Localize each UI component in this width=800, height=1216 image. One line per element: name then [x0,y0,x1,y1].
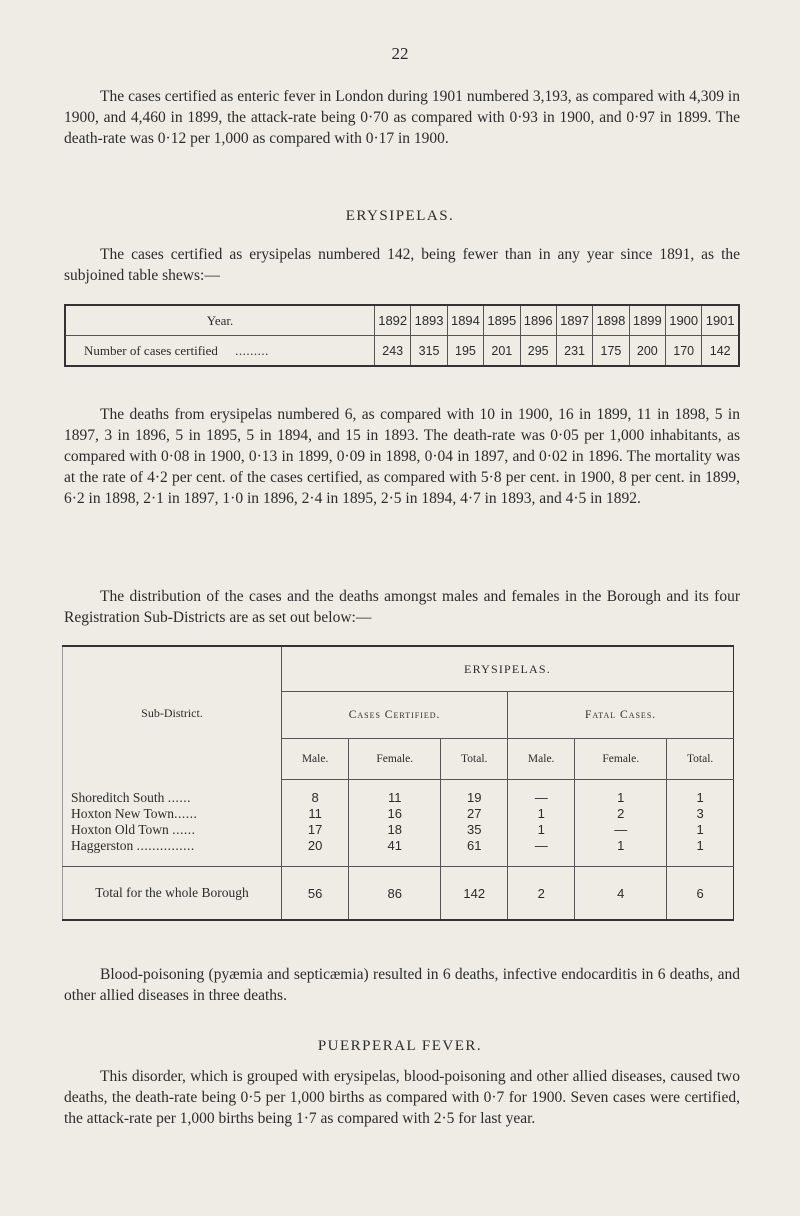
puerperal-paragraph: This disorder, which is grouped with erysipelas, blood-poisoning and other allied diseases, caused two deaths, the death-rate being 0·5 per 1,000 births as compared with 0·7 for 1900. Seven cases were certified, the attack-rate per 1,000 births being 1·7 as compared with 2·5 for last year. [64,1068,740,1127]
total-cell: 2 [508,867,575,921]
distribution-paragraph: The distribution of the cases and the deaths amongst males and females in the Borough and its four Registration Sub-Districts are as set out below:— [64,588,740,626]
table-cell: 2 [617,806,625,821]
column-header: Female. [349,739,441,780]
table-cell: 11 [387,790,402,805]
district-name: Haggerston ............... [71,837,195,853]
cases-row-label [65,336,375,367]
year-row [65,305,739,336]
cases-female-column [349,780,441,867]
table-cell: 1 [537,806,545,821]
year-cell: 1893 [411,305,447,336]
cases-cell: 195 [447,336,483,367]
erysipelas-table-header: ERYSIPELAS. [282,646,734,692]
page-number: 22 [391,44,409,63]
table-cell: 1 [537,822,545,837]
erysipelas-heading: ERYSIPELAS. [345,208,455,224]
table-cell: 11 [308,806,322,821]
total-cell: 4 [575,867,667,921]
cases-total-column [441,780,508,867]
year-cell: 1892 [375,305,411,336]
year-cell: 1898 [593,305,629,336]
total-cell: 6 [667,867,734,921]
year-cell: 1899 [629,305,665,336]
table-cell: 18 [387,822,402,837]
district-name: Hoxton New Town...... [71,805,198,821]
total-label: Total for the whole Borough [63,867,282,921]
table-cell: 8 [311,790,319,805]
table-cell: 20 [307,838,323,853]
column-header: Male. [282,739,349,780]
table-cell: 16 [387,806,402,821]
sub-district-header: Sub-District. [63,646,282,780]
table-cell: 1 [696,822,704,837]
column-header: Total. [667,739,734,780]
fatal-total-column [667,780,734,867]
cases-cell: 170 [666,336,702,367]
table-cell: 3 [696,806,704,821]
total-cell: 56 [282,867,349,921]
total-cell: 86 [349,867,441,921]
total-cell: 142 [441,867,508,921]
cases-row-label-text: Number of cases certified [84,342,218,358]
district-table [62,645,734,921]
year-row-label: Year. [65,305,375,336]
district-name: Shoreditch South ...... [71,789,191,805]
fatal-male-column [508,780,575,867]
district-header-row-1 [63,646,734,692]
district-names-cell [63,780,282,867]
table-cell: 41 [387,838,402,853]
year-cell: 1900 [666,305,702,336]
enteric-paragraph: The cases certified as enteric fever in London during 1901 numbered 3,193, as compared with 4,309 in 1900, and 4,460 in 1899, the attack-rate being 0·70 as compared with 0·93 in 1900, and 0·97 in 1899. The death-rate was 0·12 per 1,000 as compared with 0·17 in 1900. [64,88,740,147]
table-cell: — [614,822,628,837]
cases-cell: 200 [629,336,665,367]
erysipelas-intro-paragraph: The cases certified as erysipelas numbered 142, being fewer than in any year since 1891, as the subjoined table shews:— [64,246,740,284]
table-cell: 1 [696,790,704,805]
fatal-cases-header: Fatal Cases. [508,692,734,739]
cases-male-column [282,780,349,867]
table-cell: 1 [696,838,704,853]
column-header: Female. [575,739,667,780]
district-body-row [63,780,734,867]
cases-cell: 142 [702,336,739,367]
fatal-female-column [575,780,667,867]
cases-cell: 243 [375,336,411,367]
column-header: Male. [508,739,575,780]
cases-cell: 175 [593,336,629,367]
year-cell: 1896 [520,305,556,336]
table-cell: — [534,790,548,805]
table-cell: 19 [466,790,482,805]
table-cell: 1 [617,838,625,853]
district-name: Hoxton Old Town ...... [71,821,196,837]
table-cell: 35 [466,822,482,837]
leader-dots: ......... [235,342,269,358]
district-total-row [63,867,734,921]
table-cell: 1 [617,790,625,805]
cases-cell: 295 [520,336,556,367]
cases-cell: 315 [411,336,447,367]
puerperal-heading: PUERPERAL FEVER. [317,1038,483,1054]
table-cell: 61 [466,838,482,853]
erysipelas-deaths-paragraph: The deaths from erysipelas numbered 6, as compared with 10 in 1900, 16 in 1899, 11 in 1898, 5 in 1897, 3 in 1896, 5 in 1895, 5 in 1894, and 15 in 1893. The death-rate was 0·05 per 1,000 inhabitants, as compared with 0·08 in 1900, 0·13 in 1899, 0·09 in 1898, 0·04 in 1897, and 0·02 in 1896. The mortality was at the rate of 4·2 per cent. of the cases certified, as compared with 5·8 per cent. in 1900, 8 per cent. in 1899, 6·2 in 1898, 2·1 in 1897, 1·0 in 1896, 2·4 in 1895, 2·5 in 1894, 4·7 in 1893, and 4·5 in 1892. [64,406,740,507]
year-cell: 1897 [556,305,592,336]
erysipelas-year-table [64,304,740,367]
table-cell: 17 [307,822,323,837]
cases-certified-header: Cases Certified. [282,692,508,739]
cases-cell: 231 [556,336,592,367]
year-cell: 1895 [484,305,520,336]
column-header: Total. [441,739,508,780]
blood-poisoning-paragraph: Blood-poisoning (pyæmia and septicæmia) resulted in 6 deaths, infective endocarditis in 6 deaths, and other allied diseases in three deaths. [64,966,740,1004]
table-cell: 27 [466,806,482,821]
cases-cell: 201 [484,336,520,367]
cases-row [65,336,739,367]
year-cell: 1901 [702,305,739,336]
table-cell: — [534,838,548,853]
year-cell: 1894 [447,305,483,336]
